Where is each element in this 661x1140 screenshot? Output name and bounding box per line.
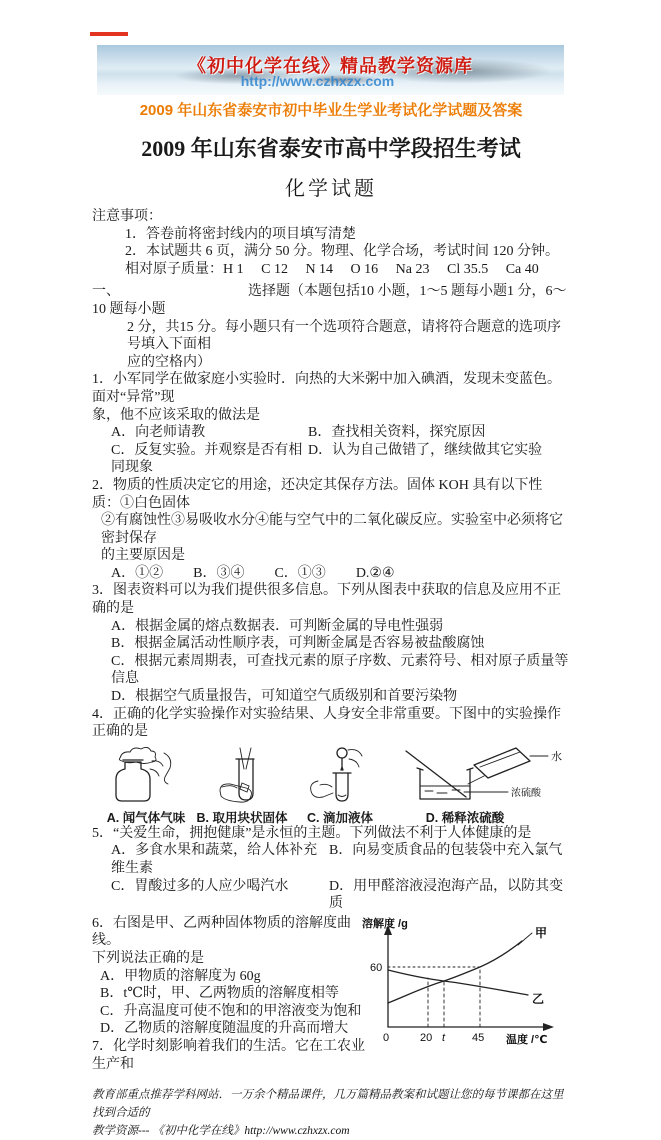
q2-stem-line3: 的主要原因是 [101,548,185,564]
q6-option-c: C．升高温度可使不饱和的甲溶液变为饱和 [100,1003,362,1019]
acid-annotation: 浓硫酸 [511,787,541,799]
solubility-chart [358,915,566,1060]
atomic-mass-line: 相对原子质量：H 1 C 12 N 14 O 16 Na 23 Cl 35.5 Ca 40 [125,261,539,277]
chart-xtick-t: t [442,1031,446,1044]
notes-item-1: 1．答卷前将密封线内的项目填写清楚 [125,226,356,242]
q4-figure-c [290,747,390,825]
q4-label-b: B. 取用块状固体 [196,810,288,825]
question-6 [92,915,570,1073]
notes-item-2: 2．本试题共 6 页，满分 50 分。物理、化学合场，考试时间 120 分钟。 [125,244,559,260]
q4-figure-d [390,743,568,825]
chart-xtick-20: 20 [420,1031,433,1044]
q4-label-d: D. 稀释浓硫酸 [425,810,505,825]
q1-option-b: B．查找相关资料，探究原因 [308,425,486,441]
exam-title: 2009 年山东省泰安市高中学段招生考试 [141,136,521,161]
q4-label-a: A. 闻气体气味 [106,810,186,825]
q3-option-d: D．根据空气质量报告，可知道空气质级别和首要污染物 [111,689,458,705]
exam-document [92,99,570,1140]
section-instructions-line2: 2 分，共15 分。每小题只有一个选项符合题意，请将符合题意的选项序号填入下面相 [127,319,561,353]
chart-xlabel: 温度 /℃ [506,1033,548,1046]
chart-ylabel: 溶解度 /g [362,917,408,930]
q4-figure-a [98,747,194,825]
q1-stem-line2: 象，他不应该采取的做法是 [92,407,260,423]
q5-option-b: B．向易变质食品的包装袋中充入氯气 [329,843,563,859]
footer-line2[interactable]: 教学资源--- 《初中化学在线》http://www.czhxzx.com [92,1125,350,1138]
chart-xtick-0: 0 [383,1031,390,1044]
q5-option-c: C．胃酸过多的人应少喝汽水 [111,878,289,894]
solubility-curve-figure [358,915,566,1055]
notes-block [92,208,570,278]
section-number: 一、 [92,284,120,300]
q1-option-c: C．反复实验。并观察是否有相同现象 [111,442,303,476]
q1-option-d: D．认为自己做错了，继续做其它实验 [308,442,543,458]
section-title: 选择题（本题包括10 小题，1～5 题每小题1 分，6～10 题每小题 [92,284,567,317]
q6-option-a: A．甲物质的溶解度为 60g [100,968,261,984]
q2-stem-line1: 2．物质的性质决定它的用途，还决定其保存方法。固体 KOH 具有以下性质：①白色固体 [92,477,543,511]
q3-stem: 3．图表资料可以为我们提供很多信息。下列从图表中获取的信息及应用不正确的是 [92,583,561,617]
q3-option-b: B．根据金属活动性顺序表，可判断金属是否容易被盐酸腐蚀 [111,636,485,652]
question-1 [92,371,570,477]
adding-liquid-illustration [290,747,390,805]
q1-option-a: A．向老师请教 [111,425,206,441]
question-4 [92,706,570,825]
chart-ytick-60: 60 [370,961,383,974]
q6-option-d: D．乙物质的溶解度随温度的升高而增大 [100,1021,349,1037]
footer-line1: 教育部重点推荐学科网站．一万余个精品课件，几万篇精品教案和试题让您的每节课都在这里找到合适的 [92,1089,564,1120]
exam-subject: 化学试题 [285,178,377,200]
q5-option-d: D．用甲醛溶液浸泡海产品，以防其变质 [329,878,564,912]
q2-option-c: C．①③ [274,565,326,581]
notes-label: 注意事项： [92,209,162,224]
q2-option-a: A．①② [111,565,164,581]
q4-figures-row [98,743,570,825]
banner-site-title: 《初中化学在线》精品教学资源库 [188,56,473,76]
q5-option-a: A．多食水果和蔬菜，给人体补充维生素 [111,843,318,876]
q3-option-a: A．根据金属的熔点数据表．可判断金属的导电性强弱 [111,618,444,634]
banner-site-url[interactable]: http://www.czhxzx.com [240,73,395,89]
diluting-acid-illustration [390,743,568,805]
q2-option-d: D.②④ [355,565,395,581]
q1-stem-line1: 1．小军同学在做家庭小实验时．向热的大米粥中加入碘酒，发现未变蓝色。面对“异常”现 [92,372,561,405]
q6-stem-line1: 6．右图是甲、乙两种固体物质的溶解度曲线。 [92,915,351,949]
page-footer [92,1086,570,1140]
question-2 [92,477,570,583]
q4-figure-b [194,747,290,825]
series-yi-label: 乙 [532,991,545,1006]
q2-option-b: B．③④ [193,565,245,581]
smelling-gas-illustration [98,747,194,805]
section-one-heading [92,283,570,318]
chart-xtick-45: 45 [472,1031,485,1044]
water-annotation: 水 [551,750,562,763]
section-instructions-line3: 应的空格内） [127,354,211,370]
q4-stem: 4．正确的化学实验操作对实验结果、人身安全非常重要。下图中的实验操作正确的是 [92,706,561,740]
site-banner [97,45,564,95]
q6-stem-line2: 下列说法正确的是 [92,950,204,966]
q5-stem: 5．“关爱生命，拥抱健康”是永恒的主题。下列做法不利于人体健康的是 [92,825,532,841]
question-3 [92,582,570,705]
q4-label-c: C. 滴加液体 [307,810,373,825]
q3-option-c: C．根据元素周期表，可查找元素的原子序数、元素符号、相对原子质量等信息 [111,653,569,687]
red-corner-mark [90,32,128,36]
question-5 [92,825,570,913]
taking-solid-illustration [194,747,290,805]
page-heading: 2009 年山东省泰安市初中毕业生学业考试化学试题及答案 [139,102,523,119]
q6-option-b: B．t℃时，甲、乙两物质的溶解度相等 [100,986,339,1002]
q7-stem: 7．化学时刻影响着我们的生活。它在工农业生产和 [92,1038,365,1072]
series-jia-label: 甲 [535,925,548,940]
q2-stem-line2: ②有腐蚀性③易吸收水分④能与空气中的二氧化碳反应。实验室中必须将它密封保存 [101,513,563,546]
